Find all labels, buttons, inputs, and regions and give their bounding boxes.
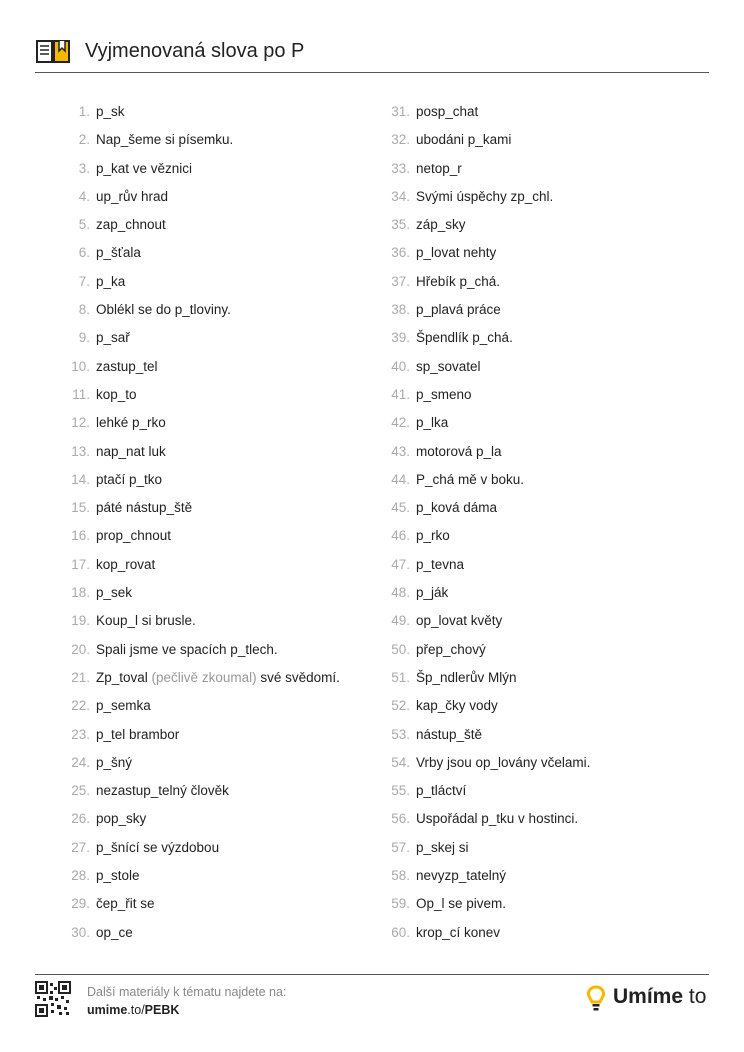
exercise-number: 24. (71, 754, 90, 770)
exercise-number: 44. (391, 471, 410, 487)
footer-link[interactable] (87, 1001, 286, 1019)
exercise-item (380, 919, 710, 947)
exercise-number: 8. (78, 302, 90, 318)
page-footer (35, 974, 709, 1025)
exercise-text (96, 522, 171, 550)
footer-note (87, 983, 286, 1019)
exercise-number: 59. (391, 896, 410, 912)
exercise-text (416, 805, 578, 833)
exercise-number: 33. (391, 160, 410, 176)
exercise-number: 43. (391, 443, 410, 459)
exercise-text-main: prop_chnout (96, 528, 172, 544)
exercise-text (96, 834, 219, 862)
exercise-number: 22. (71, 698, 90, 714)
exercise-item (60, 862, 360, 890)
exercise-text-main: nezastup_telný člověk (96, 783, 229, 799)
exercise-item (380, 353, 710, 381)
exercise-item (380, 862, 710, 890)
exercise-number: 53. (391, 726, 410, 742)
exercise-item (380, 409, 710, 437)
brand-name-bold: Umíme (613, 985, 684, 1008)
exercise-text-main: čep_řit se (96, 896, 155, 912)
exercise-text (416, 324, 513, 352)
exercise-number: 10. (71, 358, 90, 374)
exercise-item (380, 494, 710, 522)
exercise-text (416, 409, 448, 437)
exercise-text (96, 805, 146, 833)
exercise-text-main: p_ka (96, 273, 126, 289)
exercise-item (60, 438, 360, 466)
exercise-item (60, 353, 360, 381)
exercise-text (416, 98, 478, 126)
exercise-item (380, 834, 710, 862)
exercise-text-main: p_šný (96, 754, 133, 770)
exercise-text-main: p_smeno (416, 386, 472, 402)
exercise-text-main: Svými úspěchy zp_chl. (416, 188, 554, 204)
exercise-number: 34. (391, 188, 410, 204)
qr-code-icon (35, 981, 71, 1017)
exercise-number: 18. (71, 585, 90, 601)
exercise-text-main: p_semka (96, 698, 151, 714)
exercise-text (416, 438, 502, 466)
exercise-number: 7. (78, 273, 90, 289)
exercise-item (380, 607, 710, 635)
footer-link-domain: umime (87, 1003, 128, 1017)
exercise-text-main: zap_chnout (96, 217, 166, 233)
exercise-number: 54. (391, 754, 410, 770)
exercise-text-main: p_sek (96, 585, 133, 601)
exercise-item (380, 692, 710, 720)
exercise-text (96, 211, 166, 239)
exercise-text-main: kop_rovat (96, 556, 156, 572)
exercise-text (96, 98, 125, 126)
exercise-text (416, 890, 506, 918)
exercise-text-main: up_rův hrad (96, 188, 169, 204)
exercise-text (96, 494, 192, 522)
exercise-number: 27. (71, 839, 90, 855)
exercise-text (416, 834, 469, 862)
exercise-text-main: záp_sky (416, 217, 466, 233)
exercise-text (96, 126, 233, 154)
exercise-number: 2. (78, 132, 90, 148)
exercise-number: 50. (391, 641, 410, 657)
exercise-text (416, 522, 450, 550)
exercise-item (380, 721, 710, 749)
exercise-text-main: Uspořádal p_tku v hostinci. (416, 811, 579, 827)
exercise-text-main: pop_sky (96, 811, 147, 827)
exercise-item (380, 664, 710, 692)
exercise-text (416, 268, 500, 296)
exercise-text-main: Hřebík p_chá. (416, 273, 501, 289)
exercise-text (96, 409, 166, 437)
footer-link-code: PEBK (144, 1003, 180, 1017)
exercise-item (380, 296, 710, 324)
exercise-item (380, 381, 710, 409)
exercise-text-main: nevyzp_tatelný (416, 868, 507, 884)
exercise-item (380, 522, 710, 550)
exercise-text (416, 381, 472, 409)
exercise-text-main: kap_čky vody (416, 698, 498, 714)
exercise-number: 5. (78, 217, 90, 233)
exercise-text (416, 862, 506, 890)
exercise-text-main: p_ková dáma (416, 500, 498, 516)
exercise-text (96, 183, 168, 211)
exercise-item (60, 890, 360, 918)
exercise-number: 1. (78, 104, 90, 119)
exercise-item (60, 268, 360, 296)
exercise-text (96, 239, 141, 267)
exercise-text-main: netop_r (416, 160, 462, 176)
exercise-text-main: p_kat ve věznici (96, 160, 193, 176)
exercise-number: 49. (391, 613, 410, 629)
book-icon (35, 38, 71, 64)
exercise-text-main: p_šnící se výzdobou (96, 839, 220, 855)
exercise-text (416, 239, 496, 267)
exercise-item (60, 324, 360, 352)
exercise-item (380, 155, 710, 183)
exercise-text-main: op_ce (96, 924, 133, 940)
exercise-number: 37. (391, 273, 410, 289)
lightbulb-icon (587, 985, 605, 1013)
exercise-number: 20. (71, 641, 90, 657)
exercise-item (60, 692, 360, 720)
exercise-number: 15. (71, 500, 90, 516)
exercise-text (416, 296, 501, 324)
exercise-text-after: své svědomí. (260, 669, 340, 685)
exercise-number: 48. (391, 585, 410, 601)
exercise-item (380, 98, 710, 126)
exercise-text-main: motorová p_la (416, 443, 502, 459)
exercise-item (60, 607, 360, 635)
exercise-number: 30. (71, 924, 90, 940)
exercise-text (96, 268, 125, 296)
exercise-text-main: zastup_tel (96, 358, 158, 374)
exercise-number: 40. (391, 358, 410, 374)
exercise-item (380, 211, 710, 239)
exercise-item (60, 919, 360, 947)
exercise-text-main: Špendlík p_chá. (416, 330, 513, 346)
exercise-number: 52. (391, 698, 410, 714)
exercise-text (96, 353, 158, 381)
exercise-text (96, 890, 155, 918)
exercise-item (60, 381, 360, 409)
exercise-text-main: p_šťala (96, 245, 141, 261)
exercise-text-main: p_sk (96, 104, 125, 119)
exercise-item (380, 579, 710, 607)
exercise-text-main: p_stole (96, 868, 140, 884)
exercise-number: 13. (71, 443, 90, 459)
exercise-text-main: Nap_šeme si písemku. (96, 132, 234, 148)
exercise-item (380, 438, 710, 466)
exercise-text (416, 155, 462, 183)
exercise-text (416, 721, 482, 749)
exercise-number: 28. (71, 868, 90, 884)
exercise-text-main: Oblékl se do p_tloviny. (96, 302, 231, 318)
exercise-item (380, 126, 710, 154)
exercise-text-main: p_lka (416, 415, 449, 431)
exercise-item (60, 834, 360, 862)
exercise-item (60, 239, 360, 267)
exercise-text (96, 438, 166, 466)
exercise-text (96, 721, 179, 749)
exercise-text-main: op_lovat květy (416, 613, 503, 629)
exercise-number: 4. (78, 188, 90, 204)
exercise-text (96, 466, 162, 494)
exercise-text (416, 777, 466, 805)
exercise-item (380, 183, 710, 211)
exercise-text-main: p_skej si (416, 839, 469, 855)
exercise-item (60, 466, 360, 494)
exercise-item (60, 636, 360, 664)
exercise-text-main: p_rko (416, 528, 450, 544)
exercise-number: 57. (391, 839, 410, 855)
exercise-item (380, 268, 710, 296)
brand-name-rest: to (688, 985, 707, 1008)
exercise-number: 56. (391, 811, 410, 827)
exercise-text (416, 353, 481, 381)
exercise-text-main: sp_sovatel (416, 358, 481, 374)
exercise-text (416, 551, 464, 579)
exercise-text-main: lehké p_rko (96, 415, 166, 431)
exercise-item (380, 239, 710, 267)
exercise-text (96, 862, 140, 890)
exercise-text-main: kop_to (96, 386, 137, 402)
exercise-number: 58. (391, 868, 410, 884)
exercise-text (96, 636, 278, 664)
exercise-text (96, 664, 340, 692)
exercise-text (96, 579, 132, 607)
exercise-number: 55. (391, 783, 410, 799)
exercise-text-main: Šp_ndlerův Mlýn (416, 669, 517, 685)
exercise-number: 47. (391, 556, 410, 572)
exercise-item (380, 324, 710, 352)
exercise-text (96, 777, 229, 805)
exercise-number: 25. (71, 783, 90, 799)
exercise-item (60, 155, 360, 183)
exercise-text (416, 466, 524, 494)
exercise-number: 16. (71, 528, 90, 544)
footer-note-text: Další materiály k tématu najdete na: (87, 985, 287, 999)
exercise-text (416, 126, 511, 154)
exercise-item (60, 664, 360, 692)
exercise-text-main: p_plavá práce (416, 302, 501, 318)
exercise-number: 45. (391, 500, 410, 516)
exercise-text (96, 551, 155, 579)
exercise-text-main: Koup_l si brusle. (96, 613, 196, 629)
brand-name (613, 985, 706, 1009)
exercise-item (380, 749, 710, 777)
exercise-item (380, 777, 710, 805)
footer-link-tld: .to/ (127, 1003, 145, 1017)
exercise-text-main: ubodáni p_kami (416, 132, 512, 148)
page-header (35, 38, 709, 73)
exercise-text-main: Spali jsme ve spacích p_tlech. (96, 641, 278, 657)
exercise-text-main: krop_cí konev (416, 924, 501, 940)
exercise-item (60, 211, 360, 239)
exercise-item (380, 551, 710, 579)
exercise-item (60, 98, 360, 126)
exercise-number: 60. (391, 924, 410, 940)
exercise-column-right (380, 98, 710, 947)
exercise-text-main: p_sař (96, 330, 130, 346)
exercise-item (60, 409, 360, 437)
exercise-text (416, 919, 500, 947)
exercise-hint: (pečlivě zkoumal) (151, 669, 257, 685)
exercise-number: 46. (391, 528, 410, 544)
exercise-text-main: p_tláctví (416, 783, 467, 799)
exercise-number: 17. (71, 556, 90, 572)
exercise-item (380, 636, 710, 664)
exercise-text-main: ptačí p_tko (96, 471, 163, 487)
exercise-text (96, 607, 196, 635)
exercise-number: 42. (391, 415, 410, 431)
exercise-item (60, 183, 360, 211)
exercise-number: 21. (71, 669, 90, 685)
exercise-text (416, 636, 486, 664)
exercise-text-main: posp_chat (416, 104, 479, 119)
exercise-text (416, 607, 502, 635)
exercise-item (60, 522, 360, 550)
exercise-number: 39. (391, 330, 410, 346)
exercise-text-main: p_lovat nehty (416, 245, 497, 261)
exercise-text (96, 324, 130, 352)
exercise-column-left (60, 98, 360, 947)
exercise-number: 3. (78, 160, 90, 176)
exercise-item (60, 579, 360, 607)
exercise-number: 11. (72, 386, 90, 402)
exercise-text (416, 211, 466, 239)
exercise-text (416, 494, 497, 522)
exercise-text (96, 919, 133, 947)
exercise-number: 6. (78, 245, 90, 261)
exercise-item (60, 551, 360, 579)
exercise-text-main: p_ják (416, 585, 449, 601)
exercise-number: 36. (391, 245, 410, 261)
exercise-text (416, 749, 590, 777)
exercise-text (416, 664, 517, 692)
exercise-item (60, 494, 360, 522)
exercise-text-main: P_chá mě v boku. (416, 471, 525, 487)
exercise-number: 14. (71, 471, 90, 487)
exercise-item (380, 890, 710, 918)
exercise-text (416, 579, 448, 607)
exercise-item (380, 805, 710, 833)
exercise-number: 29. (71, 896, 90, 912)
exercise-item (60, 749, 360, 777)
exercise-text (96, 381, 137, 409)
exercise-text-main: Vrby jsou op_lovány včelami. (416, 754, 591, 770)
exercise-number: 23. (71, 726, 90, 742)
exercise-text-main: p_tevna (416, 556, 465, 572)
exercise-text-main: nap_nat luk (96, 443, 166, 459)
exercise-item (60, 721, 360, 749)
exercise-text (416, 692, 498, 720)
exercise-number: 32. (391, 132, 410, 148)
exercise-text (96, 155, 192, 183)
exercise-text-main: přep_chový (416, 641, 486, 657)
exercise-text-main: Zp_toval (96, 669, 148, 685)
exercise-text-main: Op_l se pivem. (416, 896, 507, 912)
exercise-number: 19. (71, 613, 90, 629)
exercise-text-main: nástup_ště (416, 726, 483, 742)
brand-logo (587, 983, 709, 1013)
page-title: Vyjmenovaná slova po P (85, 40, 305, 62)
exercise-item (60, 805, 360, 833)
exercise-number: 12. (71, 415, 90, 431)
exercise-item (60, 126, 360, 154)
exercise-number: 38. (391, 302, 410, 318)
exercise-text (96, 692, 151, 720)
exercise-text-main: páté nástup_ště (96, 500, 193, 516)
exercise-number: 51. (391, 669, 410, 685)
exercise-number: 41. (391, 386, 410, 402)
exercise-item (380, 466, 710, 494)
exercise-number: 26. (71, 811, 90, 827)
exercise-text (416, 183, 553, 211)
exercise-text-main: p_tel brambor (96, 726, 180, 742)
exercise-item (60, 777, 360, 805)
exercise-number: 35. (391, 217, 410, 233)
exercise-item (60, 296, 360, 324)
exercise-number: 9. (78, 330, 90, 346)
exercise-text (96, 749, 132, 777)
exercise-text (96, 296, 231, 324)
exercise-number: 31. (391, 104, 410, 119)
